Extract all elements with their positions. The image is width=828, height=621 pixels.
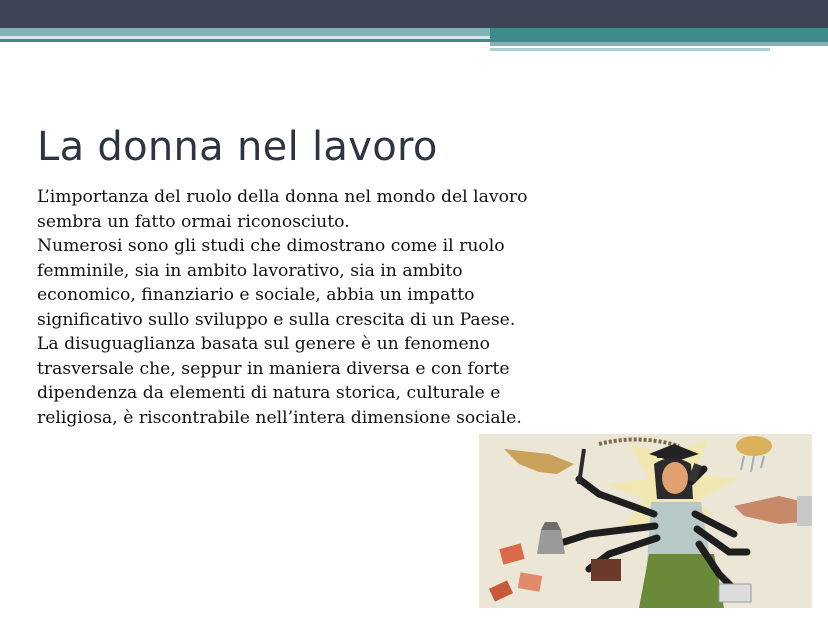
header-band-teal-light <box>0 28 490 36</box>
header-band-dark <box>0 0 828 28</box>
multitasking-woman-illustration <box>479 434 812 608</box>
header-line-thin <box>0 36 490 39</box>
body-paragraph-1: L’importanza del ruolo della donna nel mondo del lavoro sembra un fatto ormai riconosciuto. <box>37 187 528 232</box>
body-paragraph-3: La disuguaglianza basata sul genere è un fenomeno trasversale che, seppur in maniera diversa e con forte dipendenza da elementi di natura storica, culturale e religiosa, è riscontrabile nell’intera dimensione sociale. <box>37 334 522 428</box>
header-line-right-2 <box>490 48 770 51</box>
slide-title: La donna nel lavoro <box>37 124 438 170</box>
slide-body <box>37 185 557 430</box>
body-paragraph-2: Numerosi sono gli studi che dimostrano come il ruolo femminile, sia in ambito lavorativo, sia in ambito economico, finanziario e sociale, abbia un impatto significativo sullo sviluppo e sulla crescita di un Paese. <box>37 236 516 330</box>
header-line-right <box>490 42 828 46</box>
